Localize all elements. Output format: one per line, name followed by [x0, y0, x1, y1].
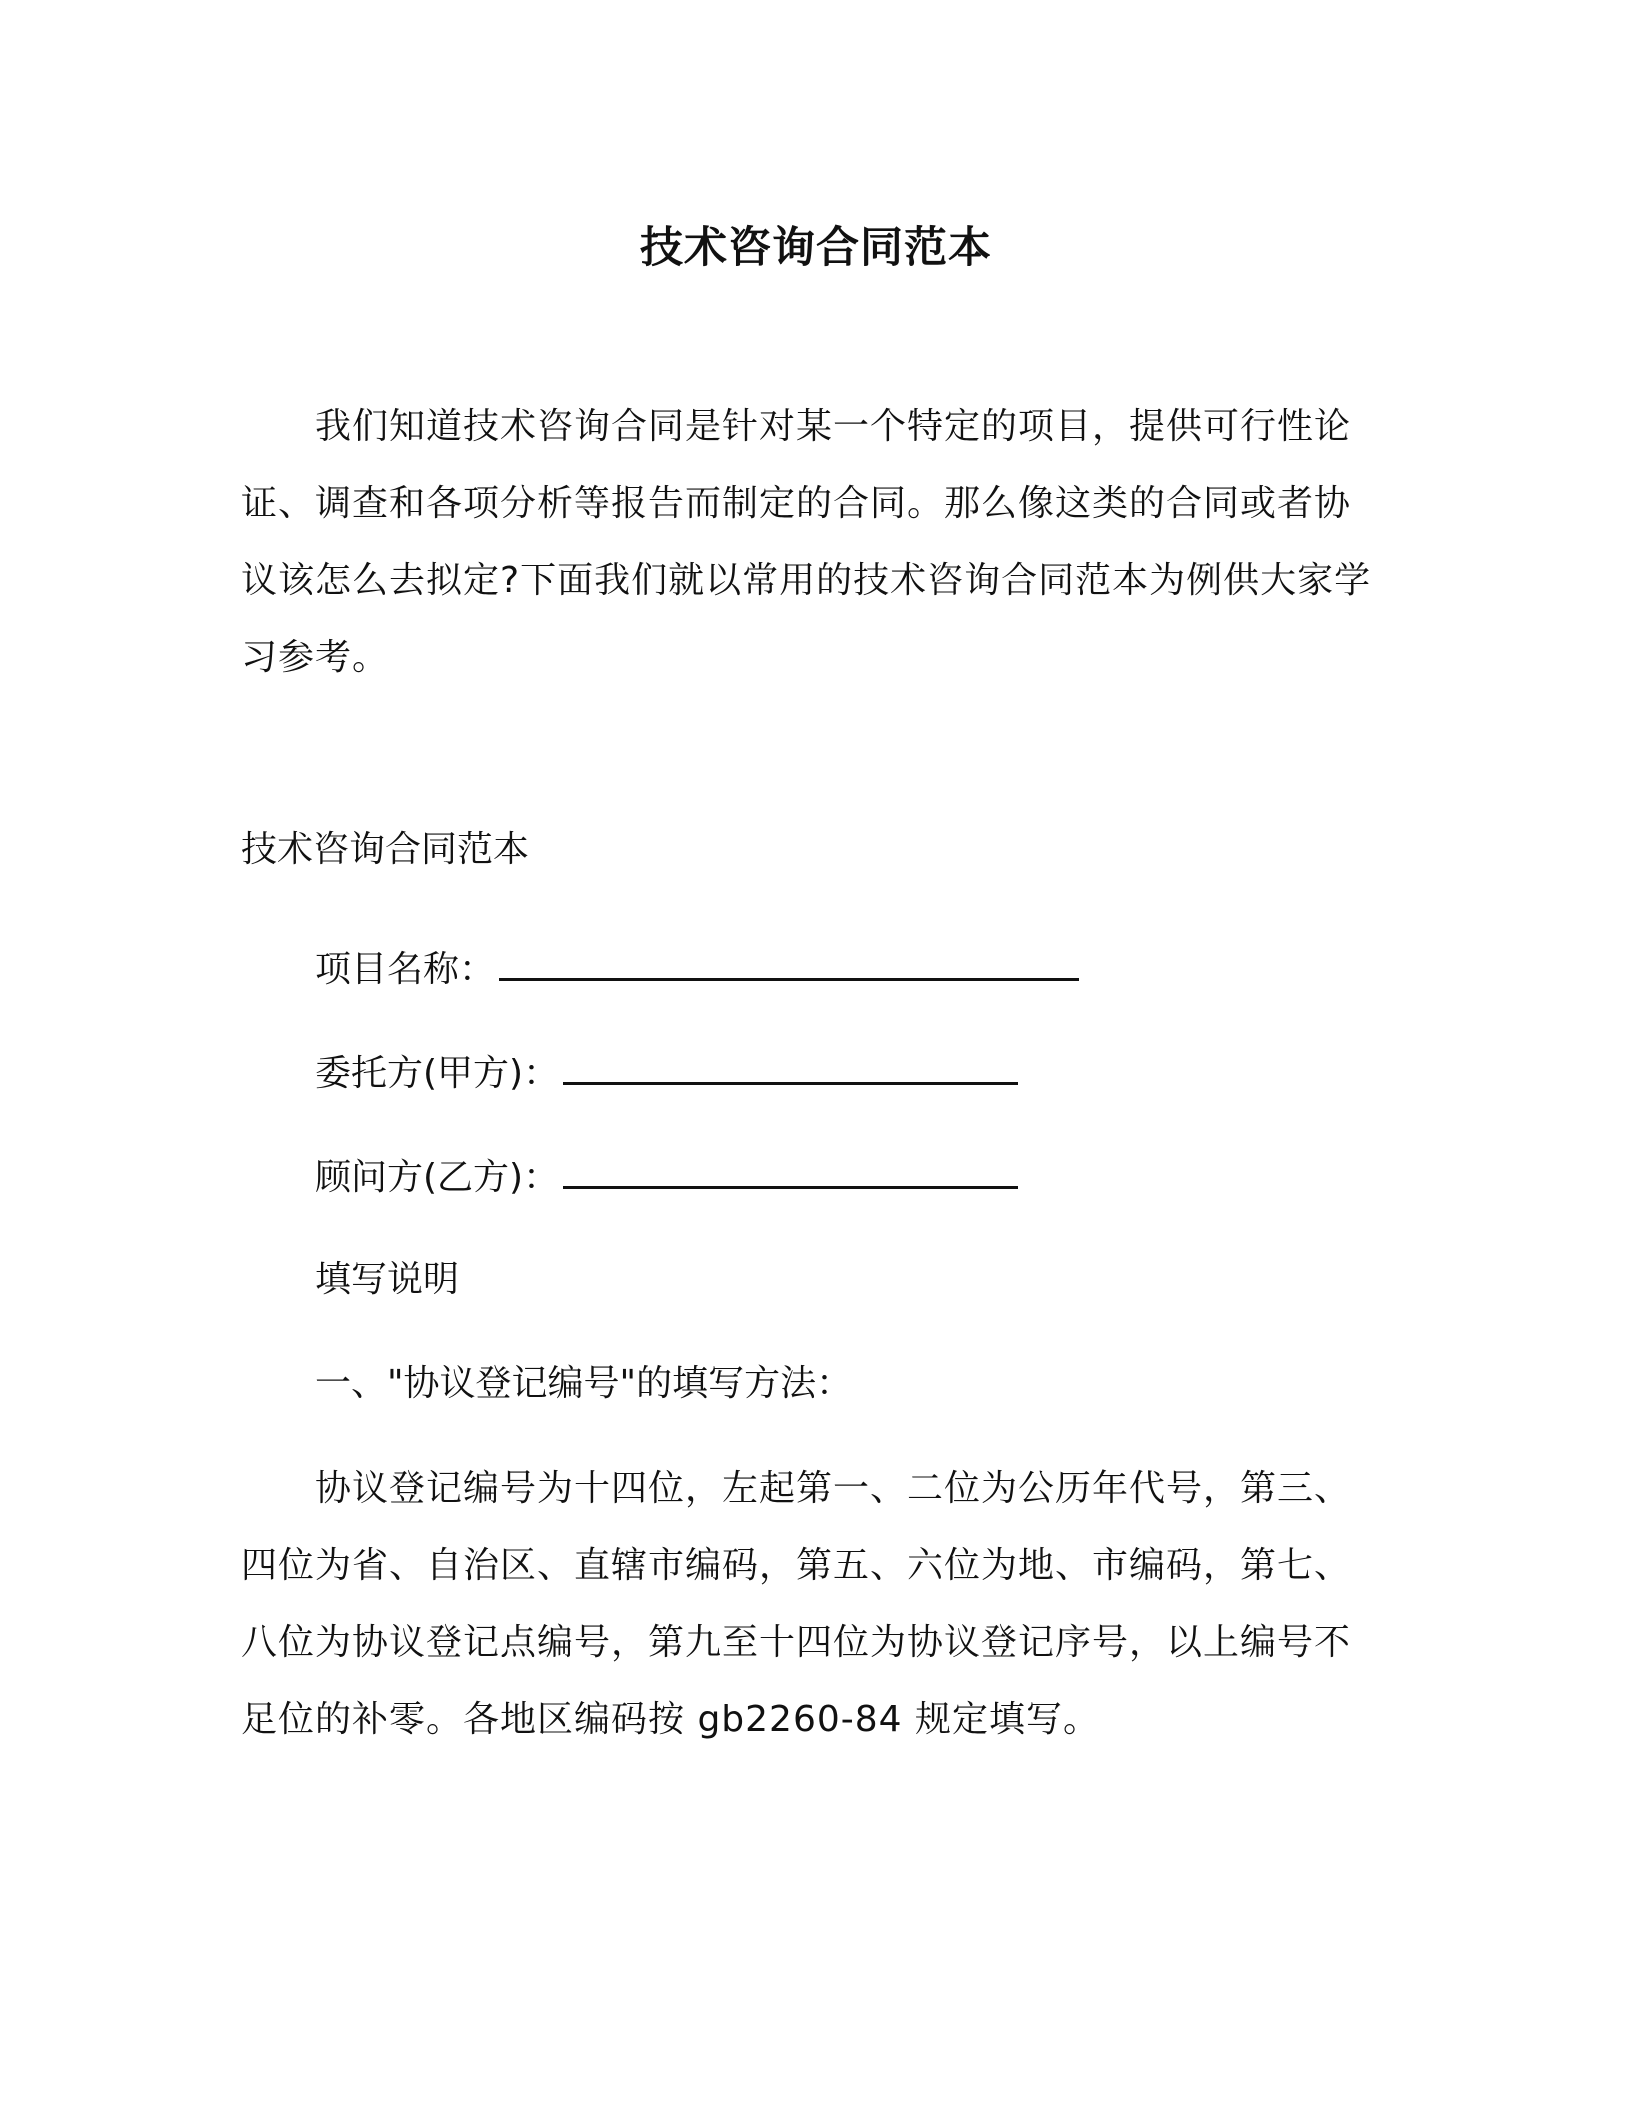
consultant-blank	[563, 1146, 1018, 1189]
instructions-heading: 填写说明	[315, 1259, 460, 1300]
client-label: 委托方(甲方)：	[315, 1053, 560, 1094]
section-one-body: 协议登记编号为十四位，左起第一、二位为公历年代号，第三、四位为省、自治区、直辖市编码，第五、六位为地、市编码，第七、八位为协议登记点编号，第九至十四位为协议登记序号，以上编号不足位的补零。各地区编码按 gb2260-84 规定填写。	[241, 1468, 1352, 1740]
client-blank	[563, 1042, 1018, 1085]
intro-paragraph: 我们知道技术咨询合同是针对某一个特定的项目，提供可行性论证、调查和各项分析等报告而制定的合同。那么像这类的合同或者协议该怎么去拟定?下面我们就以常用的技术咨询合同范本为例供大家学习参考。	[241, 406, 1372, 678]
section-subtitle: 技术咨询合同范本	[241, 829, 530, 870]
project-name-label: 项目名称：	[315, 949, 496, 990]
section-one-heading: 一、"协议登记编号"的填写方法：	[315, 1363, 853, 1404]
project-name-blank	[499, 938, 1079, 981]
client-field	[315, 1042, 1018, 1104]
project-name-field	[315, 938, 1079, 1000]
consultant-label: 顾问方(乙方)：	[315, 1157, 560, 1198]
consultant-field	[315, 1146, 1018, 1208]
document-title: 技术咨询合同范本	[640, 223, 992, 273]
